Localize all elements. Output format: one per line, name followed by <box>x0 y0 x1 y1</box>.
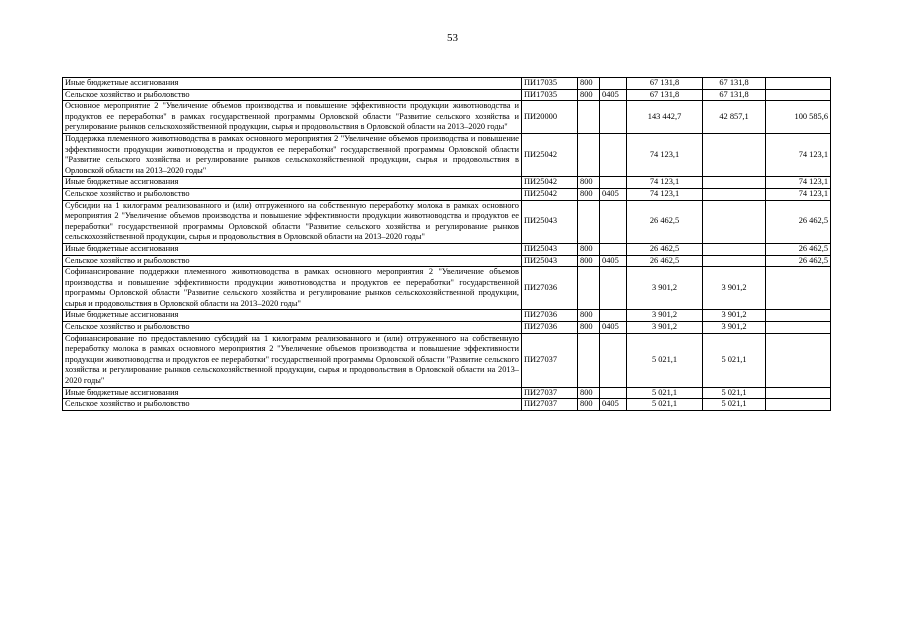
row-name: Сельское хозяйство и рыболовство <box>63 89 522 101</box>
row-amount-1 <box>703 133 766 176</box>
row-amount-2 <box>766 322 831 334</box>
row-amount-2 <box>766 310 831 322</box>
row-code: ПИ27037 <box>522 387 578 399</box>
row-code: ПИ17035 <box>522 89 578 101</box>
row-total: 74 123,1 <box>627 133 703 176</box>
row-name: Софинансирование по предоставлению субсидий на 1 килограмм реализованного и (или) отгруженного на собственную переработку молока в рамках основного мероприятия 2 "Увеличение объемов производства и повышение эффективности продукции животноводства и продуктов ее переработки" государственной программы Орловской области "Развитие сельского хозяйства и регулирование рынков сельскохозяйственной продукции, сырья и продовольствия в Орловской области на 2013–2020 годы" <box>63 333 522 387</box>
row-total: 26 462,5 <box>627 243 703 255</box>
row-amount-1: 5 021,1 <box>703 333 766 387</box>
row-name: Иные бюджетные ассигнования <box>63 387 522 399</box>
row-expense-type: 800 <box>578 387 600 399</box>
row-total: 26 462,5 <box>627 200 703 243</box>
row-amount-2: 26 462,5 <box>766 200 831 243</box>
row-section <box>600 200 627 243</box>
row-amount-1: 42 857,1 <box>703 101 766 134</box>
row-code: ПИ25043 <box>522 255 578 267</box>
row-amount-1 <box>703 200 766 243</box>
row-code: ПИ25042 <box>522 188 578 200</box>
row-amount-1: 3 901,2 <box>703 267 766 310</box>
row-name: Сельское хозяйство и рыболовство <box>63 322 522 334</box>
row-amount-2 <box>766 78 831 90</box>
row-amount-1: 3 901,2 <box>703 322 766 334</box>
row-section <box>600 243 627 255</box>
row-total: 74 123,1 <box>627 177 703 189</box>
row-total: 26 462,5 <box>627 255 703 267</box>
page-number: 53 <box>447 32 458 44</box>
row-section <box>600 101 627 134</box>
table-row <box>63 310 831 322</box>
table-row <box>63 177 831 189</box>
row-code: ПИ27037 <box>522 399 578 411</box>
table-row <box>63 89 831 101</box>
row-expense-type: 800 <box>578 255 600 267</box>
row-expense-type <box>578 133 600 176</box>
row-section <box>600 177 627 189</box>
row-section <box>600 267 627 310</box>
table-row <box>63 101 831 134</box>
row-name: Иные бюджетные ассигнования <box>63 310 522 322</box>
table-row <box>63 243 831 255</box>
row-code: ПИ25042 <box>522 133 578 176</box>
row-total: 5 021,1 <box>627 387 703 399</box>
row-expense-type <box>578 200 600 243</box>
table-row <box>63 188 831 200</box>
row-expense-type: 800 <box>578 243 600 255</box>
table-row <box>63 78 831 90</box>
row-amount-2 <box>766 267 831 310</box>
row-code: ПИ27036 <box>522 322 578 334</box>
row-name: Поддержка племенного животноводства в рамках основного мероприятия 2 "Увеличение объемов производства и повышение эффективности продукции животноводства и продуктов ее переработки" государственной программы Орловской области "Развитие сельского хозяйства и регулирование рынков сельскохозяйственной продукции, сырья и продовольствия в Орловской области на 2013–2020 годы" <box>63 133 522 176</box>
row-section <box>600 333 627 387</box>
row-expense-type <box>578 333 600 387</box>
row-total: 143 442,7 <box>627 101 703 134</box>
table-body <box>63 78 831 411</box>
row-name: Субсидии на 1 килограмм реализованного и (или) отгруженного на собственную переработку молока в рамках основного мероприятия 2 "Увеличение объемов производства и повышение эффективности продукции животноводства и продуктов ее переработки" государственной программы Орловской области "Развитие сельского хозяйства и регулирование рынков сельскохозяйственной продукции, сырья и продовольствия в Орловской области на 2013–2020 годы" <box>63 200 522 243</box>
row-amount-2 <box>766 333 831 387</box>
row-name: Сельское хозяйство и рыболовство <box>63 255 522 267</box>
row-section: 0405 <box>600 255 627 267</box>
table-row <box>63 333 831 387</box>
table-row <box>63 255 831 267</box>
row-name: Иные бюджетные ассигнования <box>63 78 522 90</box>
row-name: Сельское хозяйство и рыболовство <box>63 399 522 411</box>
row-amount-2 <box>766 89 831 101</box>
row-amount-2: 74 123,1 <box>766 133 831 176</box>
row-total: 74 123,1 <box>627 188 703 200</box>
row-section <box>600 387 627 399</box>
table-row <box>63 133 831 176</box>
table-row <box>63 387 831 399</box>
row-code: ПИ27037 <box>522 333 578 387</box>
row-section <box>600 78 627 90</box>
row-amount-1: 5 021,1 <box>703 387 766 399</box>
row-code: ПИ27036 <box>522 267 578 310</box>
row-section <box>600 310 627 322</box>
row-total: 3 901,2 <box>627 322 703 334</box>
row-section: 0405 <box>600 322 627 334</box>
row-amount-2 <box>766 399 831 411</box>
row-total: 67 131,8 <box>627 89 703 101</box>
row-code: ПИ25042 <box>522 177 578 189</box>
row-expense-type: 800 <box>578 399 600 411</box>
row-expense-type: 800 <box>578 322 600 334</box>
row-expense-type: 800 <box>578 89 600 101</box>
row-expense-type <box>578 101 600 134</box>
row-amount-1 <box>703 255 766 267</box>
row-section: 0405 <box>600 399 627 411</box>
row-name: Сельское хозяйство и рыболовство <box>63 188 522 200</box>
row-code: ПИ25043 <box>522 243 578 255</box>
row-total: 5 021,1 <box>627 333 703 387</box>
table-row <box>63 267 831 310</box>
row-name: Софинансирование поддержки племенного животноводства в рамках основного мероприятия 2 "Увеличение объемов производства и повышение эффективности продукции животноводства и продуктов ее переработки" государственной программы Орловской области "Развитие сельского хозяйства и регулирование рынков сельскохозяйственной продукции, сырья и продовольствия в Орловской области на 2013–2020 годы" <box>63 267 522 310</box>
row-expense-type: 800 <box>578 78 600 90</box>
row-amount-1: 67 131,8 <box>703 78 766 90</box>
row-section: 0405 <box>600 89 627 101</box>
row-total: 67 131,8 <box>627 78 703 90</box>
row-expense-type: 800 <box>578 177 600 189</box>
row-amount-1 <box>703 243 766 255</box>
row-code: ПИ20000 <box>522 101 578 134</box>
row-name: Основное мероприятие 2 "Увеличение объемов производства и повышение эффективности продукции животноводства и продуктов ее переработки" в рамках государственной программы Орловской области "Развитие сельского хозяйства и регулирование рынков сельскохозяйственной продукции, сырья и продовольствия в Орловской области на 2013–2020 годы" <box>63 101 522 134</box>
row-name: Иные бюджетные ассигнования <box>63 243 522 255</box>
row-total: 5 021,1 <box>627 399 703 411</box>
row-amount-2: 26 462,5 <box>766 243 831 255</box>
row-amount-2 <box>766 387 831 399</box>
row-amount-2: 74 123,1 <box>766 188 831 200</box>
table-row <box>63 322 831 334</box>
table-row <box>63 200 831 243</box>
row-code: ПИ27036 <box>522 310 578 322</box>
row-name: Иные бюджетные ассигнования <box>63 177 522 189</box>
row-section: 0405 <box>600 188 627 200</box>
row-amount-2: 100 585,6 <box>766 101 831 134</box>
budget-table <box>62 77 831 411</box>
row-amount-2: 74 123,1 <box>766 177 831 189</box>
row-expense-type: 800 <box>578 188 600 200</box>
row-section <box>600 133 627 176</box>
row-amount-1: 3 901,2 <box>703 310 766 322</box>
row-amount-2: 26 462,5 <box>766 255 831 267</box>
row-expense-type: 800 <box>578 310 600 322</box>
row-amount-1: 67 131,8 <box>703 89 766 101</box>
row-code: ПИ25043 <box>522 200 578 243</box>
row-expense-type <box>578 267 600 310</box>
table-row <box>63 399 831 411</box>
row-amount-1: 5 021,1 <box>703 399 766 411</box>
row-total: 3 901,2 <box>627 267 703 310</box>
row-code: ПИ17035 <box>522 78 578 90</box>
row-amount-1 <box>703 188 766 200</box>
row-amount-1 <box>703 177 766 189</box>
row-total: 3 901,2 <box>627 310 703 322</box>
